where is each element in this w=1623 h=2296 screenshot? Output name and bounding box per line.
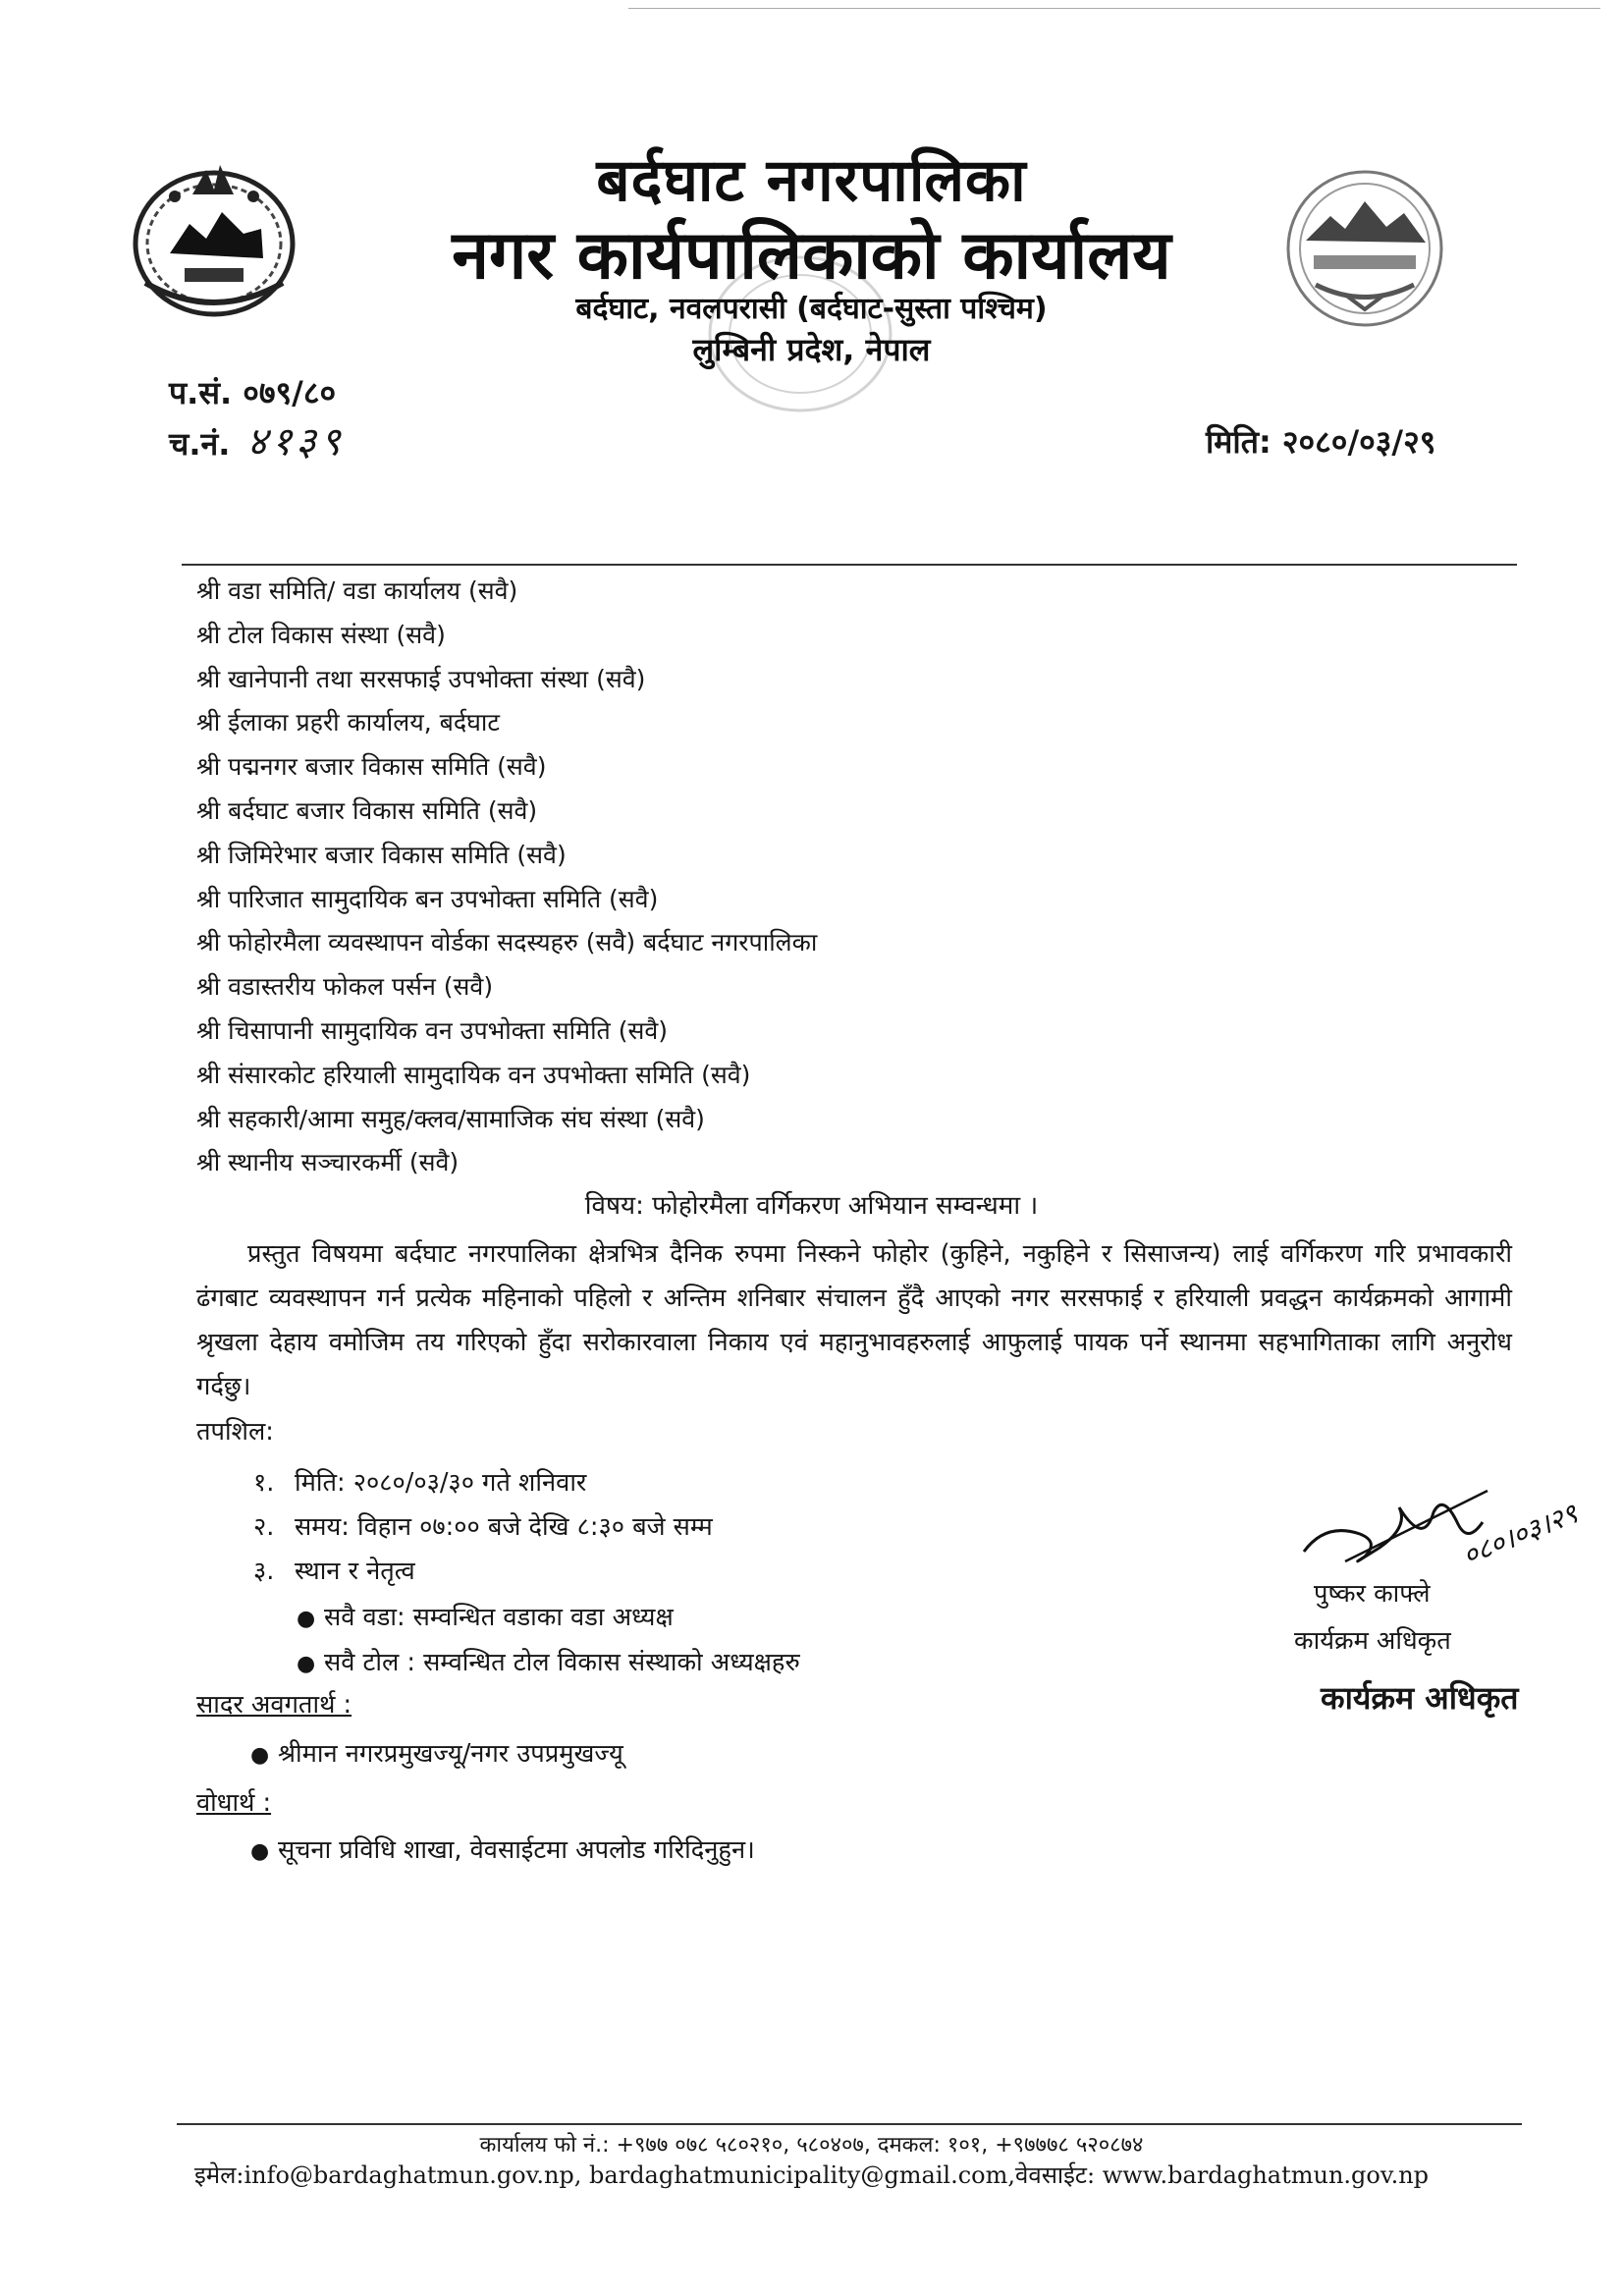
recipient-item: श्री खानेपानी तथा सरसफाई उपभोक्ता संस्था (सवै) (196, 664, 646, 693)
recipient-list (196, 570, 817, 1185)
cc-action-item: सूचना प्रविधि शाखा, वेवसाईटमा अपलोड गरिदिनुहुन। (278, 1835, 755, 1865)
footer-contact: कार्यालय फो नं.: +९७७ ०७८ ५८०२१०, ५८०४०७, दमकल: १०१, +९७७७८ ५२०८७४ (479, 2133, 1144, 2158)
recipient-item: श्री फोहोरमैला व्यवस्थापन वोर्डका सदस्यहरु (सवै) बर्दघाट नगरपालिका (196, 928, 818, 957)
recipient-item: श्री स्थानीय सञ्चारकर्मी (सवै) (196, 1148, 460, 1177)
header-divider (182, 564, 1517, 566)
recipient-item: श्री बर्दघाट बजार विकास समिति (सवै) (196, 795, 538, 825)
cc-action-heading: वोधार्थ : (196, 1788, 272, 1818)
letter-body: प्रस्तुत विषयमा बर्दघाट नगरपालिका क्षेत्रभित्र दैनिक रुपमा निस्कने फोहोर (कुहिने, नकुहिने र सिसाजन्य) लाई वर्गिकरण गरि प्रभावकारी ढंगबाट व्यवस्थापन गर्न प्रत्येक महिनाको पहिलो र अन्तिम शनिबार संचालन हुँदै आएको नगर सरसफाई र हरियाली प्रवद्धन कार्यक्रमको आगामी श्रृखला देहाय वमोजिम तय गरिएको हुँदा सरोकारवाला निकाय एवं महानुभावहरुलाई आफुलाई पायक पर्ने स्थानमा सहभागिताका लागि अनुरोध गर्दछु। (196, 1239, 1512, 1401)
signatory-title: कार्यक्रम अधिकृत (1294, 1626, 1451, 1656)
item-number: २. (253, 1512, 275, 1542)
recipient-item: श्री चिसापानी सामुदायिक वन उपभोक्ता समिति (सवै) (196, 1015, 669, 1045)
office-address: बर्दघाट, नवलपरासी (बर्दघाट-सुस्ता पश्चिम) (575, 292, 1048, 326)
details-item (253, 1550, 713, 1594)
leadership-item (297, 1641, 800, 1686)
top-scan-line (628, 8, 1600, 9)
handwritten-signature (1286, 1453, 1600, 1581)
municipality-name: बर्दघाट नगरपालिका (596, 146, 1027, 215)
bullet-icon: ● (297, 1607, 316, 1631)
recipient-item: श्री वडा समिति/ वडा कार्यालय (सवै) (196, 576, 518, 605)
leadership-item (297, 1596, 800, 1641)
details-list (253, 1461, 713, 1594)
chalani-value-handwritten: ४१३९ (246, 419, 345, 465)
leadership-text: सवै टोल : सम्वन्धित टोल विकास संस्थाको अध्यक्षहरु (324, 1648, 800, 1677)
patra-sankhya: प.सं. ०७९/८० (169, 374, 337, 411)
recipient-item: श्री जिमिरेभार बजार विकास समिति (सवै) (196, 840, 567, 869)
recipient-item: श्री वडास्तरीय फोकल पर्सन (सवै) (196, 972, 494, 1002)
recipient-item: श्री ईलाका प्रहरी कार्यालय, बर्दघाट (196, 708, 500, 738)
cc-information-list (250, 1736, 623, 1770)
recipient-item: श्री संसारकोट हरियाली सामुदायिक वन उपभोक्ता समिति (सवै) (196, 1060, 751, 1089)
recipient-item: श्री पारिजात सामुदायिक बन उपभोक्ता समिति (सवै) (196, 884, 659, 913)
office-name: नगर कार्यपालिकाको कार्यालय (452, 217, 1171, 295)
details-heading: तपशिल: (196, 1417, 274, 1447)
item-text: मिति: २०८०/०३/३० गते शनिवार (295, 1468, 587, 1498)
details-item (253, 1505, 713, 1550)
details-item (253, 1461, 713, 1505)
cc-action-list (250, 1832, 755, 1866)
cc-information-item: श्रीमान नगरप्रमुखज्यू/नगर उपप्रमुखज्यू (278, 1739, 623, 1769)
item-number: ३. (253, 1557, 275, 1586)
letter-subject: विषय: फोहोरमैला वर्गिकरण अभियान सम्वन्धमा । (584, 1191, 1039, 1221)
province-country: लुम्बिनी प्रदेश, नेपाल (692, 331, 931, 368)
signatory-name: पुष्कर काफ्ले (1314, 1579, 1431, 1609)
letter-date: मिति: २०८०/०३/२९ (1206, 423, 1436, 461)
signature-date: ०८०।०३।२९ (1457, 1497, 1583, 1573)
recipient-item: श्री पद्मनगर बजार विकास समिति (सवै) (196, 752, 547, 782)
footer-web: इमेल:info@bardaghatmun.gov.np, bardaghatmunicipality@gmail.com,वेवसाईट: www.bardaghatmun.gov.np (193, 2161, 1430, 2189)
chalani-number (169, 412, 345, 466)
leadership-list (297, 1596, 800, 1686)
recipient-item: श्री टोल विकास संस्था (सवै) (196, 620, 446, 649)
title-stamp: कार्यक्रम अधिकृत (1321, 1679, 1519, 1717)
item-text: स्थान र नेतृत्व (295, 1557, 415, 1586)
leadership-text: सवै वडा: सम्वन्धित वडाका वडा अध्यक्ष (324, 1603, 674, 1632)
bullet-icon: ● (250, 1743, 270, 1768)
recipient-item: श्री सहकारी/आमा समुह/क्लव/सामाजिक संघ संस्था (सवै) (196, 1104, 705, 1133)
cc-information-heading: सादर अवगतार्थ : (196, 1690, 352, 1720)
bullet-icon: ● (250, 1839, 270, 1864)
chalani-label: च.नं. (169, 425, 231, 463)
item-number: १. (253, 1468, 275, 1498)
bullet-icon: ● (297, 1652, 316, 1676)
item-text: समय: विहान ०७:०० बजे देखि ८:३० बजे सम्म (295, 1512, 713, 1542)
footer-divider (177, 2123, 1522, 2125)
